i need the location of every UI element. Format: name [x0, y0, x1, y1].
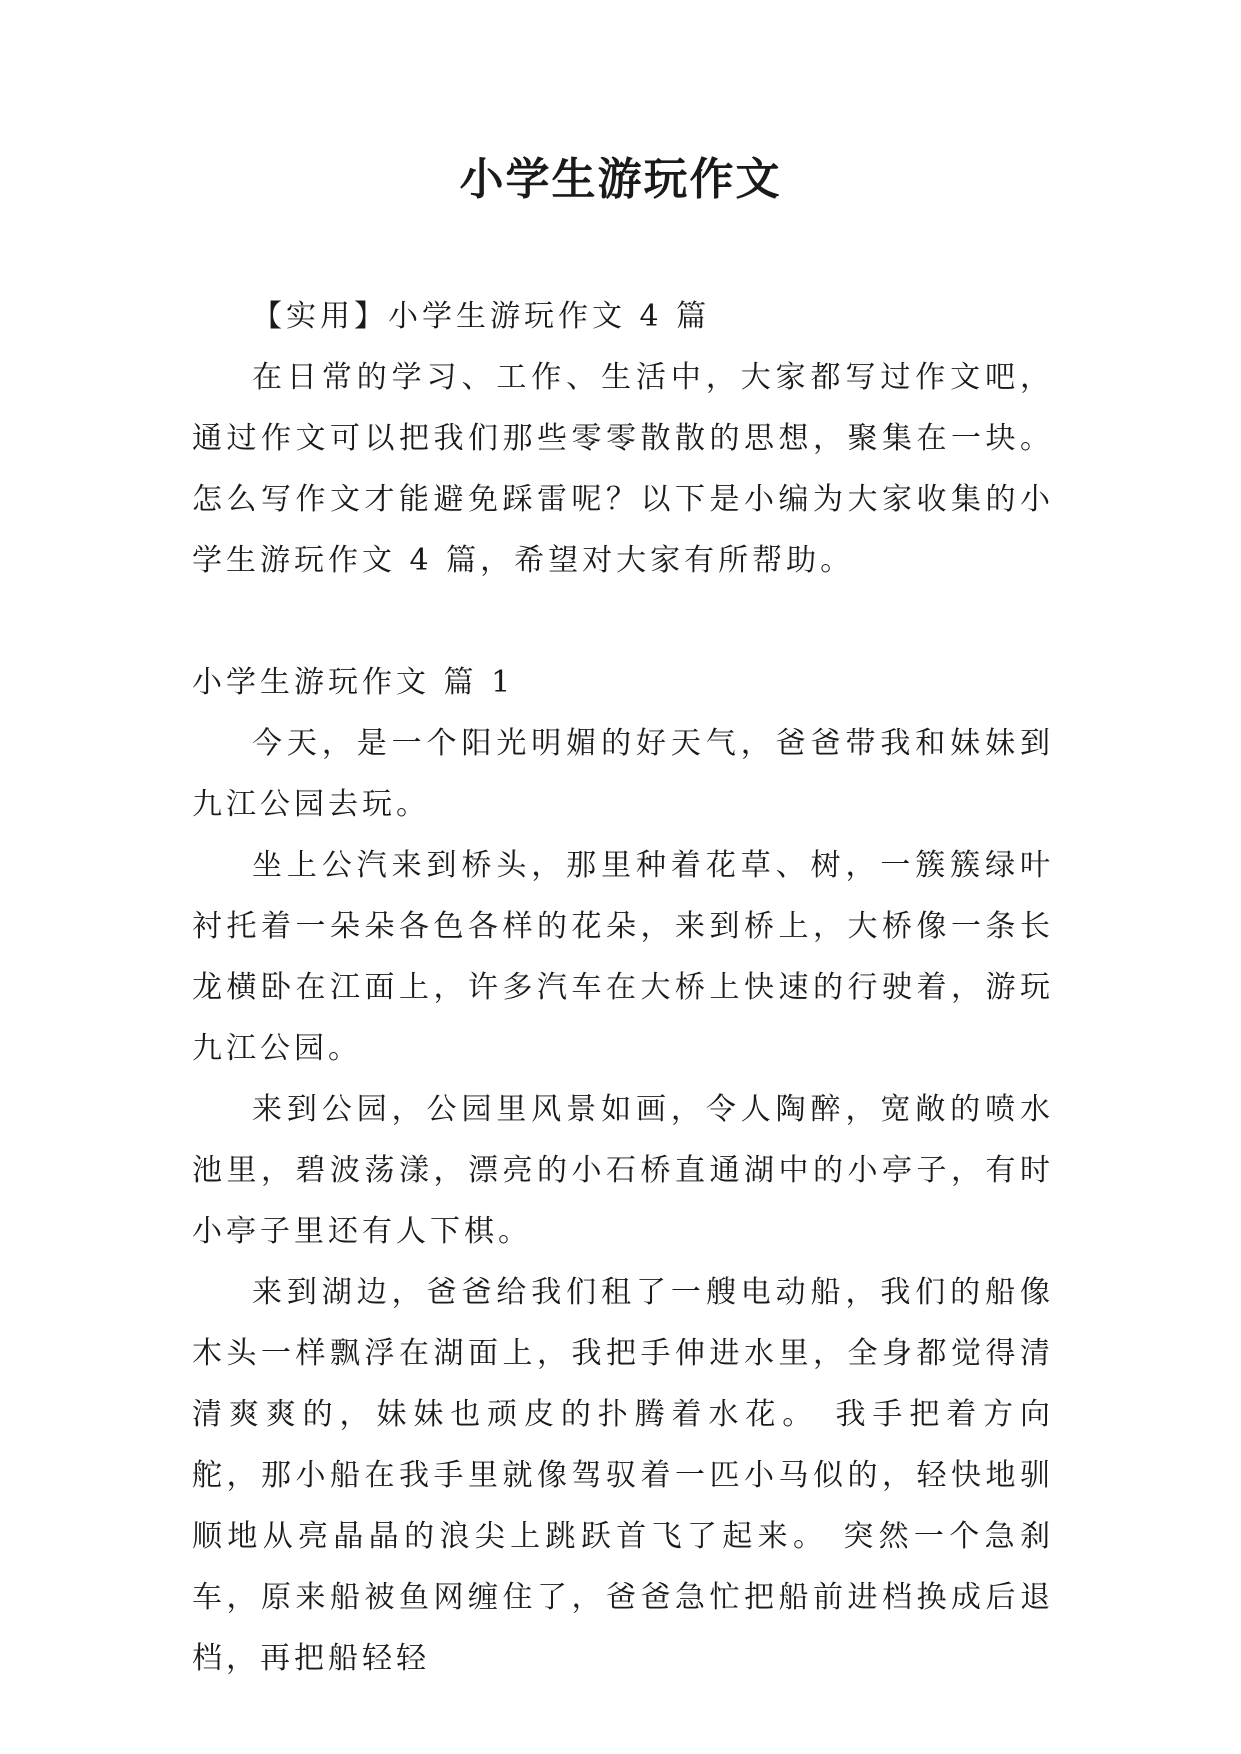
- section-heading: 小学生游玩作文 篇 1: [192, 665, 515, 700]
- document-body: [192, 286, 1054, 1689]
- document-subtitle: 【实用】小学生游玩作文 4 篇: [252, 299, 711, 334]
- body-paragraph: 来到公园，公园里风景如画，令人陶醉，宽敞的喷水池里，碧波荡漾，漂亮的小石桥直通湖中的小亭子，有时小亭子里还有人下棋。: [192, 1092, 1054, 1249]
- document-title: 小学生游玩作文: [459, 154, 782, 205]
- body-paragraph: 今天，是一个阳光明媚的好天气，爸爸带我和妹妹到九江公园去玩。: [192, 726, 1054, 822]
- body-paragraph: 来到湖边，爸爸给我们租了一艘电动船，我们的船像木头一样飘浮在湖面上，我把手伸进水里，全身都觉得清清爽爽的，妹妹也顽皮的扑腾着水花。 我手把着方向舵，那小船在我手里就像驾驭着一匹小马似的，轻快地驯顺地从亮晶晶的浪尖上跳跃首飞了起来。 突然一个急刹车，原来船被鱼网缠住了，爸爸急忙把船前进档换成后退档，再把船轻轻: [192, 1275, 1054, 1676]
- intro-paragraph: 在日常的学习、工作、生活中，大家都写过作文吧，通过作文可以把我们那些零零散散的思想，聚集在一块。怎么写作文才能避免踩雷呢？以下是小编为大家收集的小学生游玩作文 4 篇，希望对大家有所帮助。: [192, 360, 1054, 578]
- body-paragraph: 坐上公汽来到桥头，那里种着花草、树，一簇簇绿叶衬托着一朵朵各色各样的花朵，来到桥上，大桥像一条长龙横卧在江面上，许多汽车在大桥上快速的行驶着，游玩九江公园。: [192, 848, 1054, 1066]
- blank-line: [192, 591, 1054, 652]
